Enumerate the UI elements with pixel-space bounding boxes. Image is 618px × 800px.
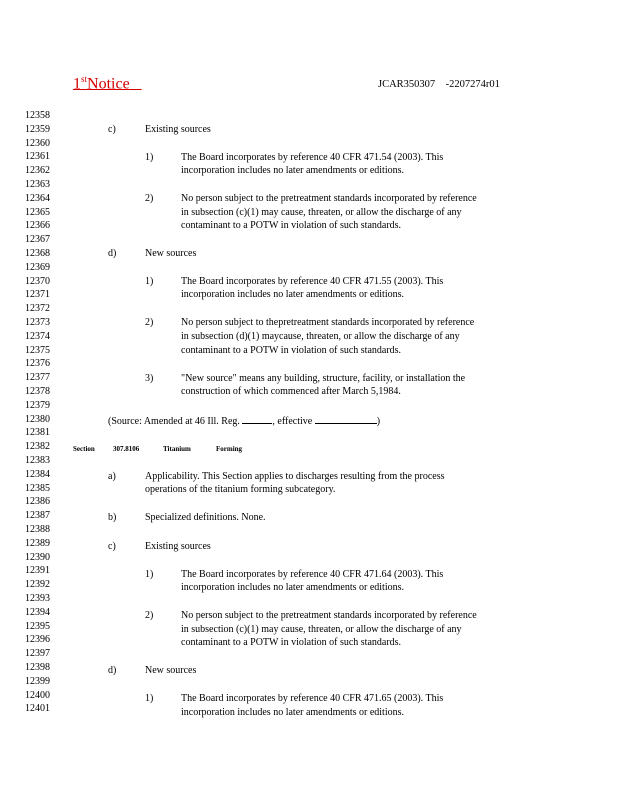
c2-2-number: 2) (145, 610, 154, 621)
line-number: 12361 (25, 151, 50, 163)
c2-heading: Existing sources (145, 541, 211, 552)
line-number: 12399 (25, 675, 50, 687)
line-number: 12360 (25, 137, 50, 149)
d2-1-number: 1) (145, 693, 154, 704)
line-number: 12394 (25, 606, 50, 618)
source-note (108, 415, 380, 427)
b-text: Specialized definitions. None. (145, 512, 266, 523)
d1-3-number: 3) (145, 373, 154, 384)
line-number: 12397 (25, 648, 50, 660)
c2-1-line2: incorporation includes no later amendments or editions. (181, 582, 404, 593)
c1-1-line2: incorporation includes no later amendments or editions. (181, 165, 404, 176)
line-number: 12370 (25, 275, 50, 287)
d1-1-number: 1) (145, 276, 154, 287)
source-suffix: ) (376, 416, 381, 427)
line-number: 12382 (25, 441, 50, 453)
reg-blank (242, 415, 272, 424)
source-effective: , effective (272, 416, 313, 427)
line-number: 12385 (25, 482, 50, 494)
line-number: 12384 (25, 468, 50, 480)
line-number: 12378 (25, 386, 50, 397)
d1-label: d) (108, 248, 117, 259)
d1-heading: New sources (145, 248, 197, 259)
notice-number: 1 (73, 75, 81, 93)
notice-superscript: st (81, 74, 88, 84)
d1-2-number: 2) (145, 317, 154, 328)
d1-1-line1: The Board incorporates by reference 40 CFR 471.55 (2003). This (181, 276, 444, 287)
d1-2-line1: No person subject to thepretreatment standards incorporated by reference (181, 317, 475, 328)
line-number: 12377 (25, 372, 50, 384)
d1-3-line1: "New source" means any building, structure, facility, or installation the (181, 373, 466, 384)
line-number: 12368 (25, 248, 50, 259)
d2-1-line1: The Board incorporates by reference 40 CFR 471.65 (2003). This (181, 693, 444, 704)
section-number: 307.8106 (113, 445, 140, 453)
c1-1-number: 1) (145, 152, 154, 163)
line-number: 12391 (25, 565, 50, 577)
source-prefix: (Source: Amended at 46 Ill. Reg. (108, 416, 240, 427)
line-number: 12373 (25, 317, 50, 328)
line-number: 12372 (25, 303, 50, 315)
c2-2-line2: in subsection (c)(1) may cause, threaten, or allow the discharge of any (181, 624, 462, 635)
c1-2-number: 2) (145, 193, 154, 204)
line-number: 12386 (25, 496, 50, 508)
line-number: 12388 (25, 524, 50, 535)
line-number: 12380 (25, 413, 50, 425)
notice-heading (73, 74, 142, 93)
section-title-1: Titanium (163, 445, 191, 453)
line-number: 12366 (25, 220, 50, 232)
line-number: 12381 (25, 427, 50, 439)
line-number: 12359 (25, 123, 50, 135)
line-number: 12379 (25, 399, 50, 411)
line-number: 12367 (25, 234, 50, 246)
c2-1-line1: The Board incorporates by reference 40 CFR 471.64 (2003). This (181, 569, 444, 580)
effective-blank (315, 415, 377, 424)
c1-heading: Existing sources (145, 124, 211, 135)
line-number: 12371 (25, 289, 50, 301)
section-title-2: Forming (216, 445, 243, 453)
d1-3-line2: construction of which commenced after March 5,1984. (181, 386, 401, 397)
line-number: 12392 (25, 579, 50, 591)
document-code: JCAR350307 -2207274r01 (378, 79, 500, 90)
d1-2-line2: in subsection (d)(1) maycause, threaten, or allow the discharge of any (181, 331, 460, 342)
c2-1-number: 1) (145, 569, 154, 580)
c2-2-line1: No person subject to the pretreatment standards incorporated by reference (181, 610, 477, 621)
c1-2-line1: No person subject to the pretreatment standards incorporated by reference (181, 193, 477, 204)
line-number: 12362 (25, 165, 50, 177)
line-number: 12374 (25, 330, 50, 342)
line-number: 12395 (25, 620, 50, 632)
notice-word: Notice (87, 75, 130, 93)
line-number: 12375 (25, 344, 50, 356)
c1-label: c) (108, 124, 116, 135)
section-word: Section (73, 445, 95, 453)
d2-1-line2: incorporation includes no later amendments or editions. (181, 707, 404, 718)
d2-label: d) (108, 665, 117, 676)
line-number: 12401 (25, 703, 50, 715)
line-number: 12387 (25, 510, 50, 522)
line-number: 12396 (25, 634, 50, 646)
line-number: 12369 (25, 261, 50, 273)
c2-label: c) (108, 541, 116, 552)
c1-2-line3: contaminant to a POTW in violation of such standards. (181, 220, 402, 231)
d1-2-line3: contaminant to a POTW in violation of such standards. (181, 345, 402, 356)
line-number: 12389 (25, 537, 50, 549)
line-number: 12364 (25, 192, 50, 204)
line-number: 12363 (25, 179, 50, 190)
c1-1-line1: The Board incorporates by reference 40 CFR 471.54 (2003). This (181, 152, 444, 163)
a-line2: operations of the titanium forming subcategory. (145, 484, 336, 495)
line-number: 12393 (25, 593, 50, 604)
c1-2-line2: in subsection (c)(1) may cause, threaten, or allow the discharge of any (181, 207, 462, 218)
b-label: b) (108, 512, 117, 523)
line-number: 12398 (25, 662, 50, 673)
a-line1: Applicability. This Section applies to discharges resulting from the process (145, 471, 445, 482)
line-number: 12383 (25, 455, 50, 466)
a-label: a) (108, 471, 116, 482)
line-number: 12390 (25, 551, 50, 563)
d1-1-line2: incorporation includes no later amendments or editions. (181, 289, 404, 300)
line-number: 12358 (25, 110, 50, 121)
line-number: 12376 (25, 358, 50, 370)
line-number: 12365 (25, 206, 50, 218)
c2-2-line3: contaminant to a POTW in violation of such standards. (181, 637, 402, 648)
d2-heading: New sources (145, 665, 197, 676)
line-number: 12400 (25, 689, 50, 701)
